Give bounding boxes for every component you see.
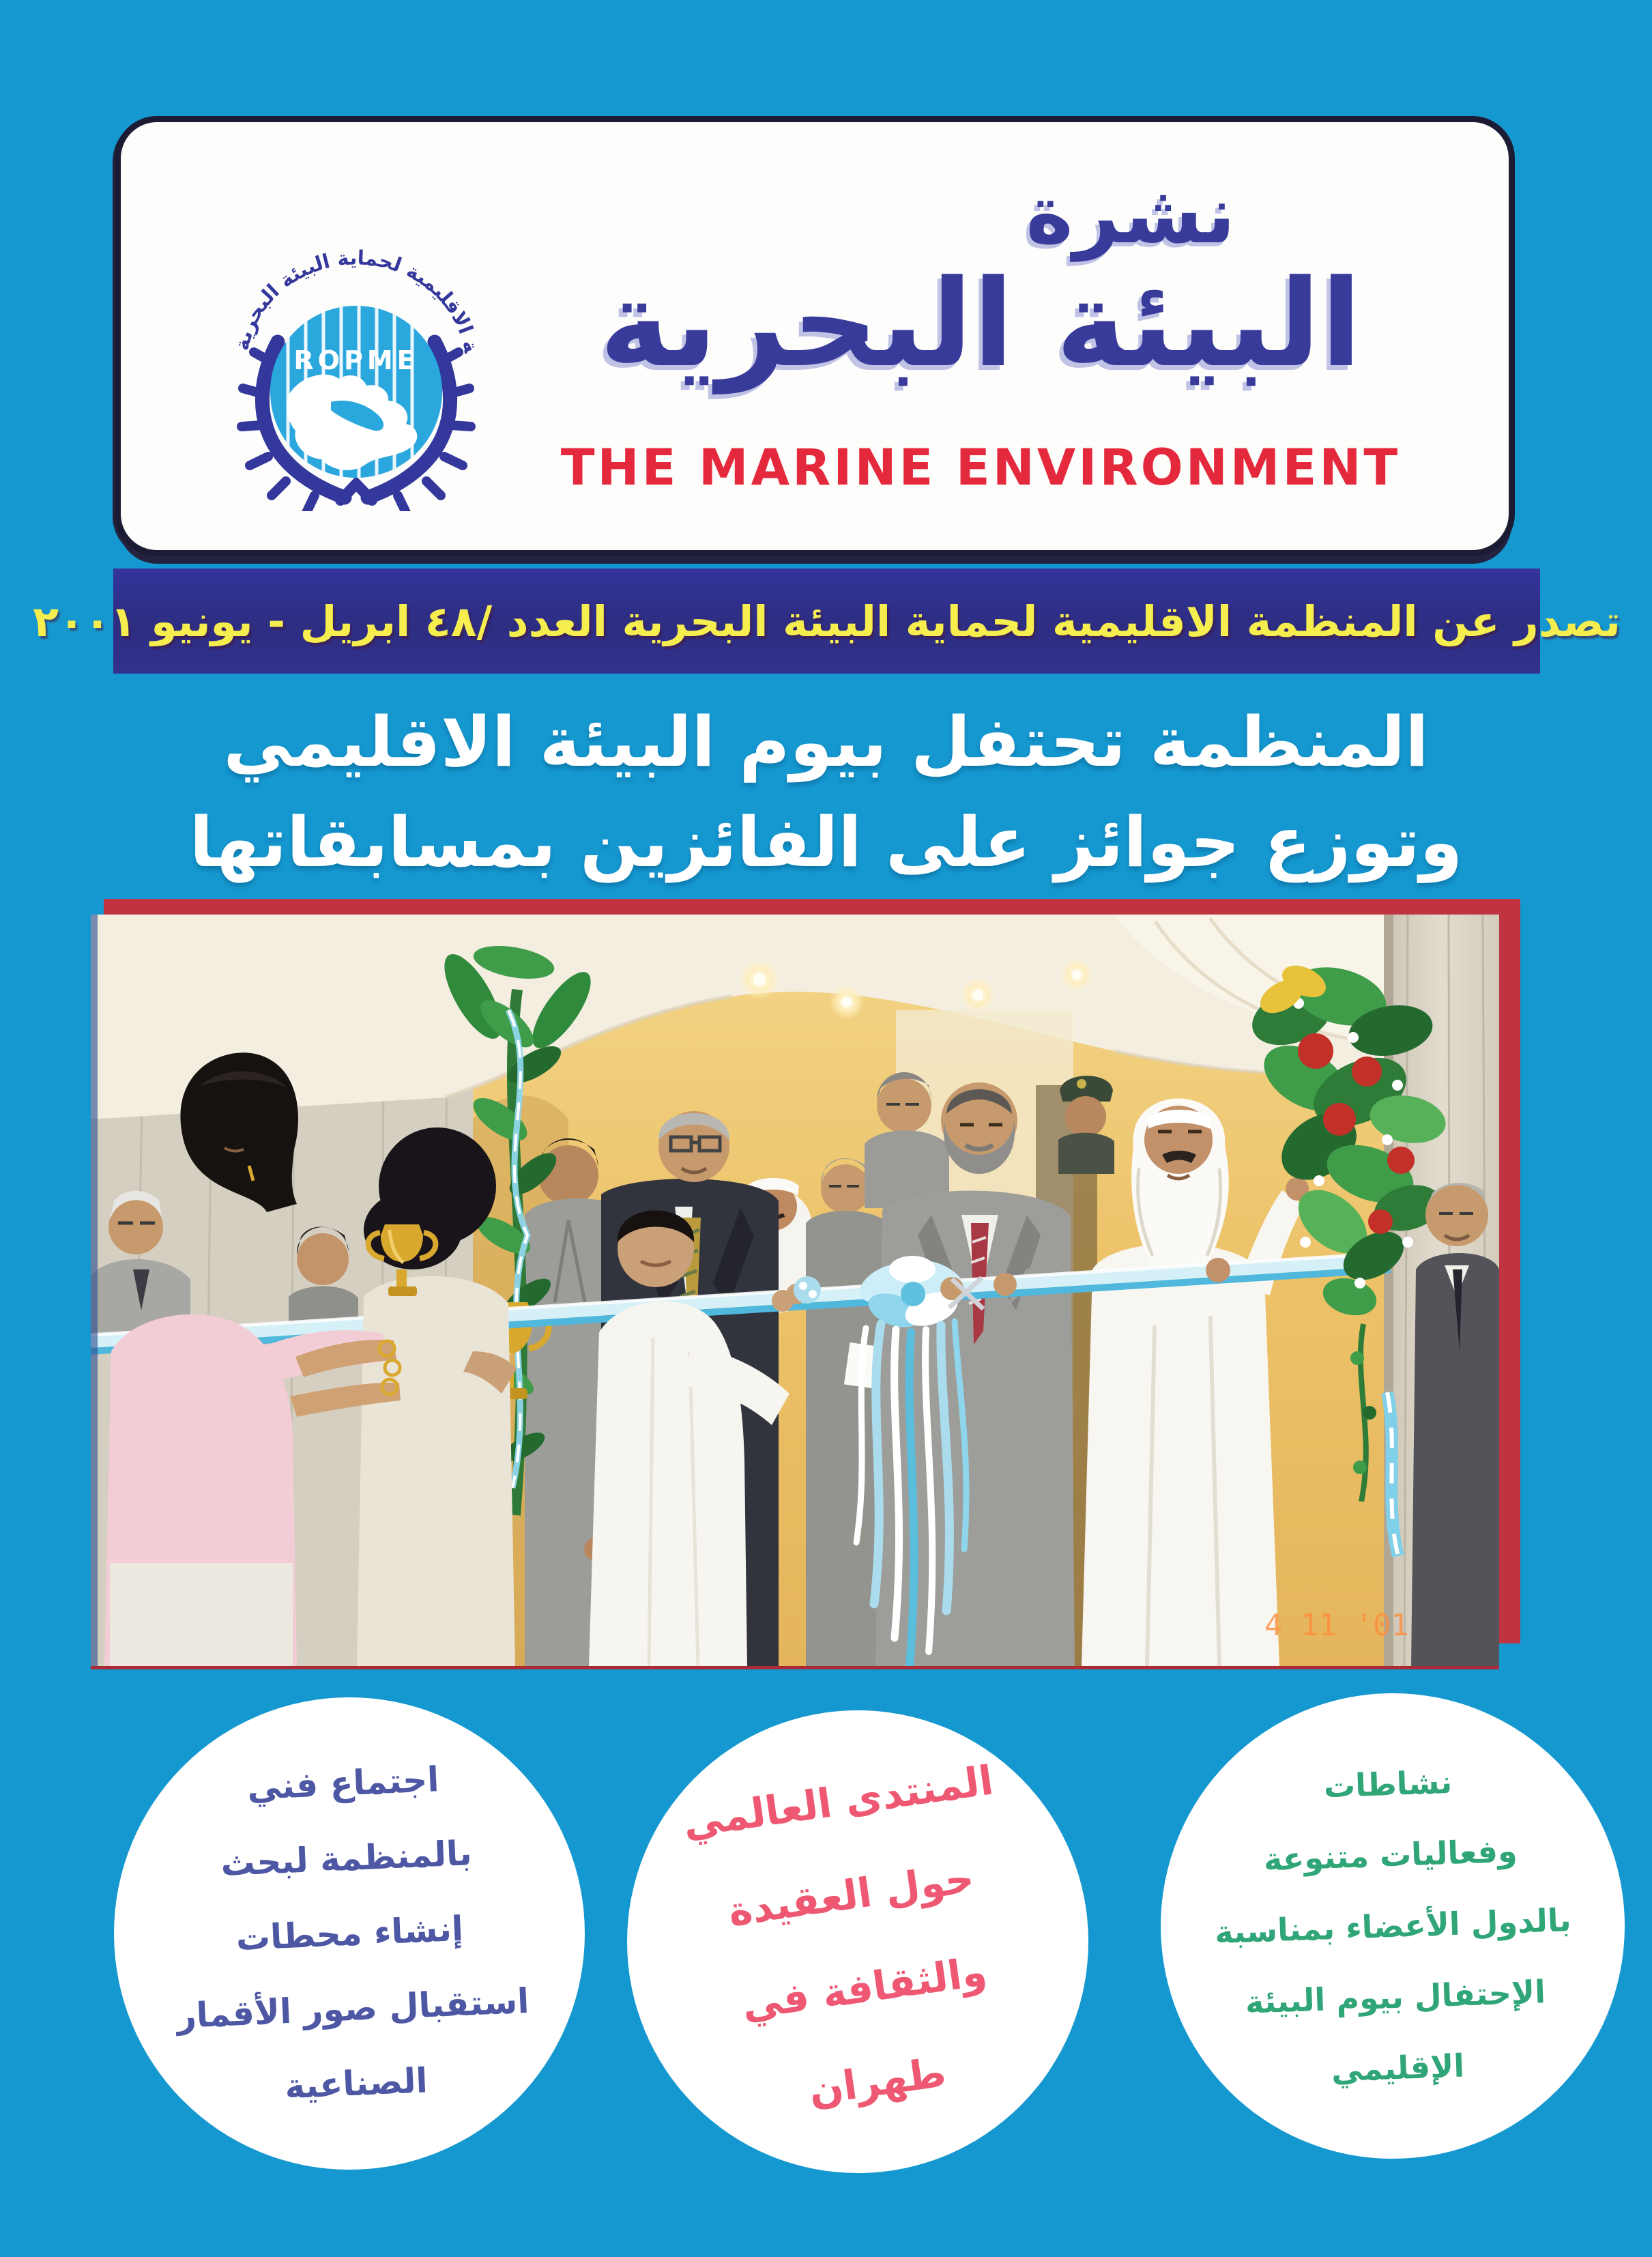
svg-text:المنظمة الاقليمية لحماية البيئ: ة الاقليمية لحماية البيئة البحرية (229, 246, 483, 355)
photo-datestamp: 4 11 '01 (1264, 1608, 1409, 1643)
masthead-card (115, 116, 1515, 556)
issue-banner-text: تصدر عن المنظمة الاقليمية لحماية البيئة البحرية العدد /٤٨ ابريل - يونيو ٢٠٠١ (33, 596, 1621, 646)
issue-banner (33, 569, 1621, 674)
ropme-acronym: ROPME (293, 345, 419, 375)
story-world-forum-text: المنتدى العالمي حول العقيدة والثقافة في طهران (680, 1756, 996, 2114)
title-word-nashra: نشرة (1026, 167, 1236, 261)
headline-line2: وتوزع جوائز على الفائزين بمسابقاتها (189, 802, 1463, 882)
story-circle-world-forum (627, 1710, 1088, 2173)
title-arabic-main: البيئة البحرية (599, 254, 1362, 394)
story-technical-meeting-text: اجتماع فني بالمنظمة لبحث إنشاء محطات استقبال صور الأقمار الصناعية (175, 1759, 530, 2107)
ceremony-photo-illustration (91, 915, 1499, 1666)
story-circle-technical-meeting (114, 1697, 585, 2170)
title-english: THE MARINE ENVIRONMENT (560, 439, 1401, 497)
story-circle-member-activities (1161, 1693, 1625, 2159)
ropme-logo (223, 190, 489, 518)
ceremony-photo (91, 915, 1499, 1669)
story-member-activities-text: نشاطات وفعاليات متنوعة بالدول الأعضاء بمناسبة الإحتفال بيوم البيئة الإقليمي (1213, 1763, 1572, 2089)
cover-headline (0, 692, 1652, 893)
ropme-emblem-icon (223, 190, 489, 511)
headline-line1: المنظمة تحتفل بيوم البيئة الاقليمي (223, 702, 1429, 782)
